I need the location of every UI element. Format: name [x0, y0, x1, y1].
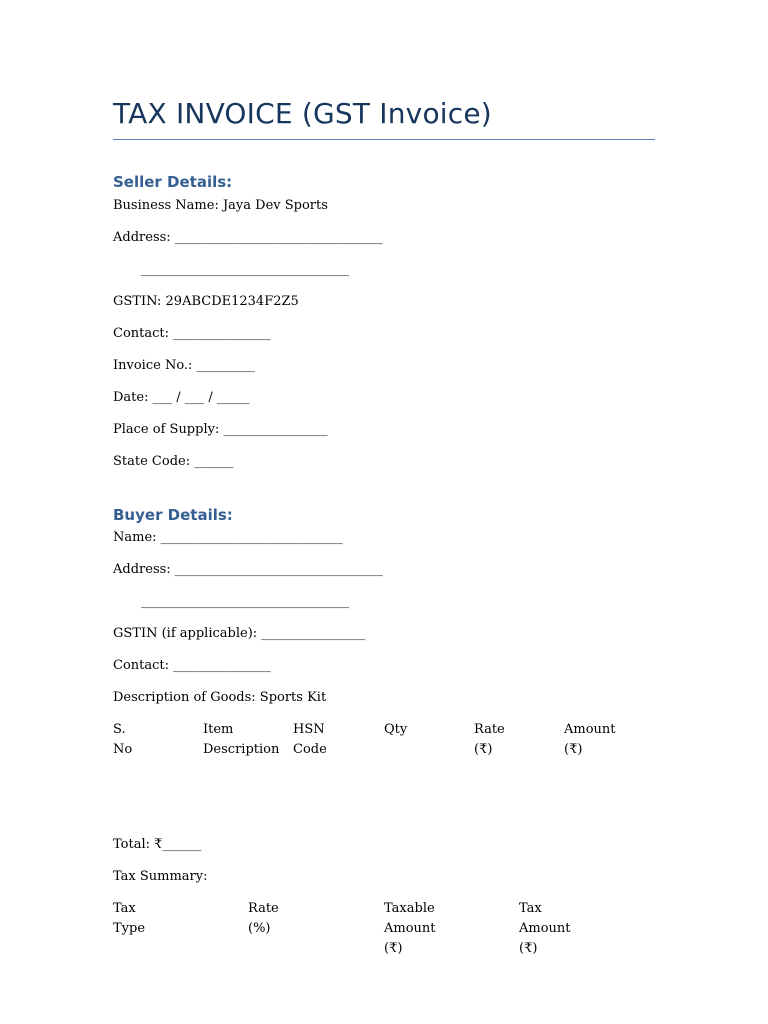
buyer-contact: Contact: _______________	[113, 658, 271, 673]
title-underline	[113, 139, 655, 140]
buyer-address: Address: ________________________________	[113, 562, 383, 577]
header-qty: Qty	[384, 722, 408, 737]
buyer-gstin: GSTIN (if applicable): ________________	[113, 626, 366, 641]
header-tax-amount: Tax Amount (₹)	[519, 901, 571, 956]
seller-address: Address: ________________________________	[113, 230, 383, 245]
header-rate: Rate (₹)	[474, 722, 505, 757]
header-item-description	[203, 720, 279, 760]
header-tax-rate: Rate (%)	[248, 901, 279, 936]
header-tax-type: Tax Type	[113, 901, 146, 936]
header-s-no: S. No	[113, 722, 133, 757]
invoice-total: Total: ₹______	[113, 837, 202, 852]
state-code: State Code: ______	[113, 454, 234, 469]
header-amount: Amount (₹)	[564, 722, 616, 757]
buyer-details-heading: Buyer Details:	[113, 506, 233, 524]
header-item: Item	[203, 722, 234, 737]
invoice-date: Date: ___ / ___ / _____	[113, 390, 250, 405]
place-of-supply: Place of Supply: ________________	[113, 422, 328, 437]
header-description: Description	[203, 742, 280, 757]
invoice-title: TAX INVOICE (GST Invoice)	[113, 97, 492, 130]
seller-details-heading: Seller Details:	[113, 173, 233, 191]
seller-contact: Contact: _______________	[113, 326, 271, 341]
seller-gstin: GSTIN: 29ABCDE1234F2Z5	[113, 294, 299, 309]
header-hsn-code: HSN Code	[293, 722, 327, 757]
seller-business-name: Business Name: Jaya Dev Sports	[113, 198, 328, 213]
header-taxable-amount: Taxable Amount (₹)	[384, 901, 436, 956]
tax-summary-label: Tax Summary:	[113, 869, 208, 884]
buyer-name: Name: ____________________________	[113, 530, 343, 545]
goods-description: Description of Goods: Sports Kit	[113, 690, 327, 705]
invoice-number: Invoice No.: _________	[113, 358, 256, 373]
buyer-address-line2: ________________________________	[141, 594, 349, 609]
seller-address-line2: ________________________________	[141, 262, 349, 277]
